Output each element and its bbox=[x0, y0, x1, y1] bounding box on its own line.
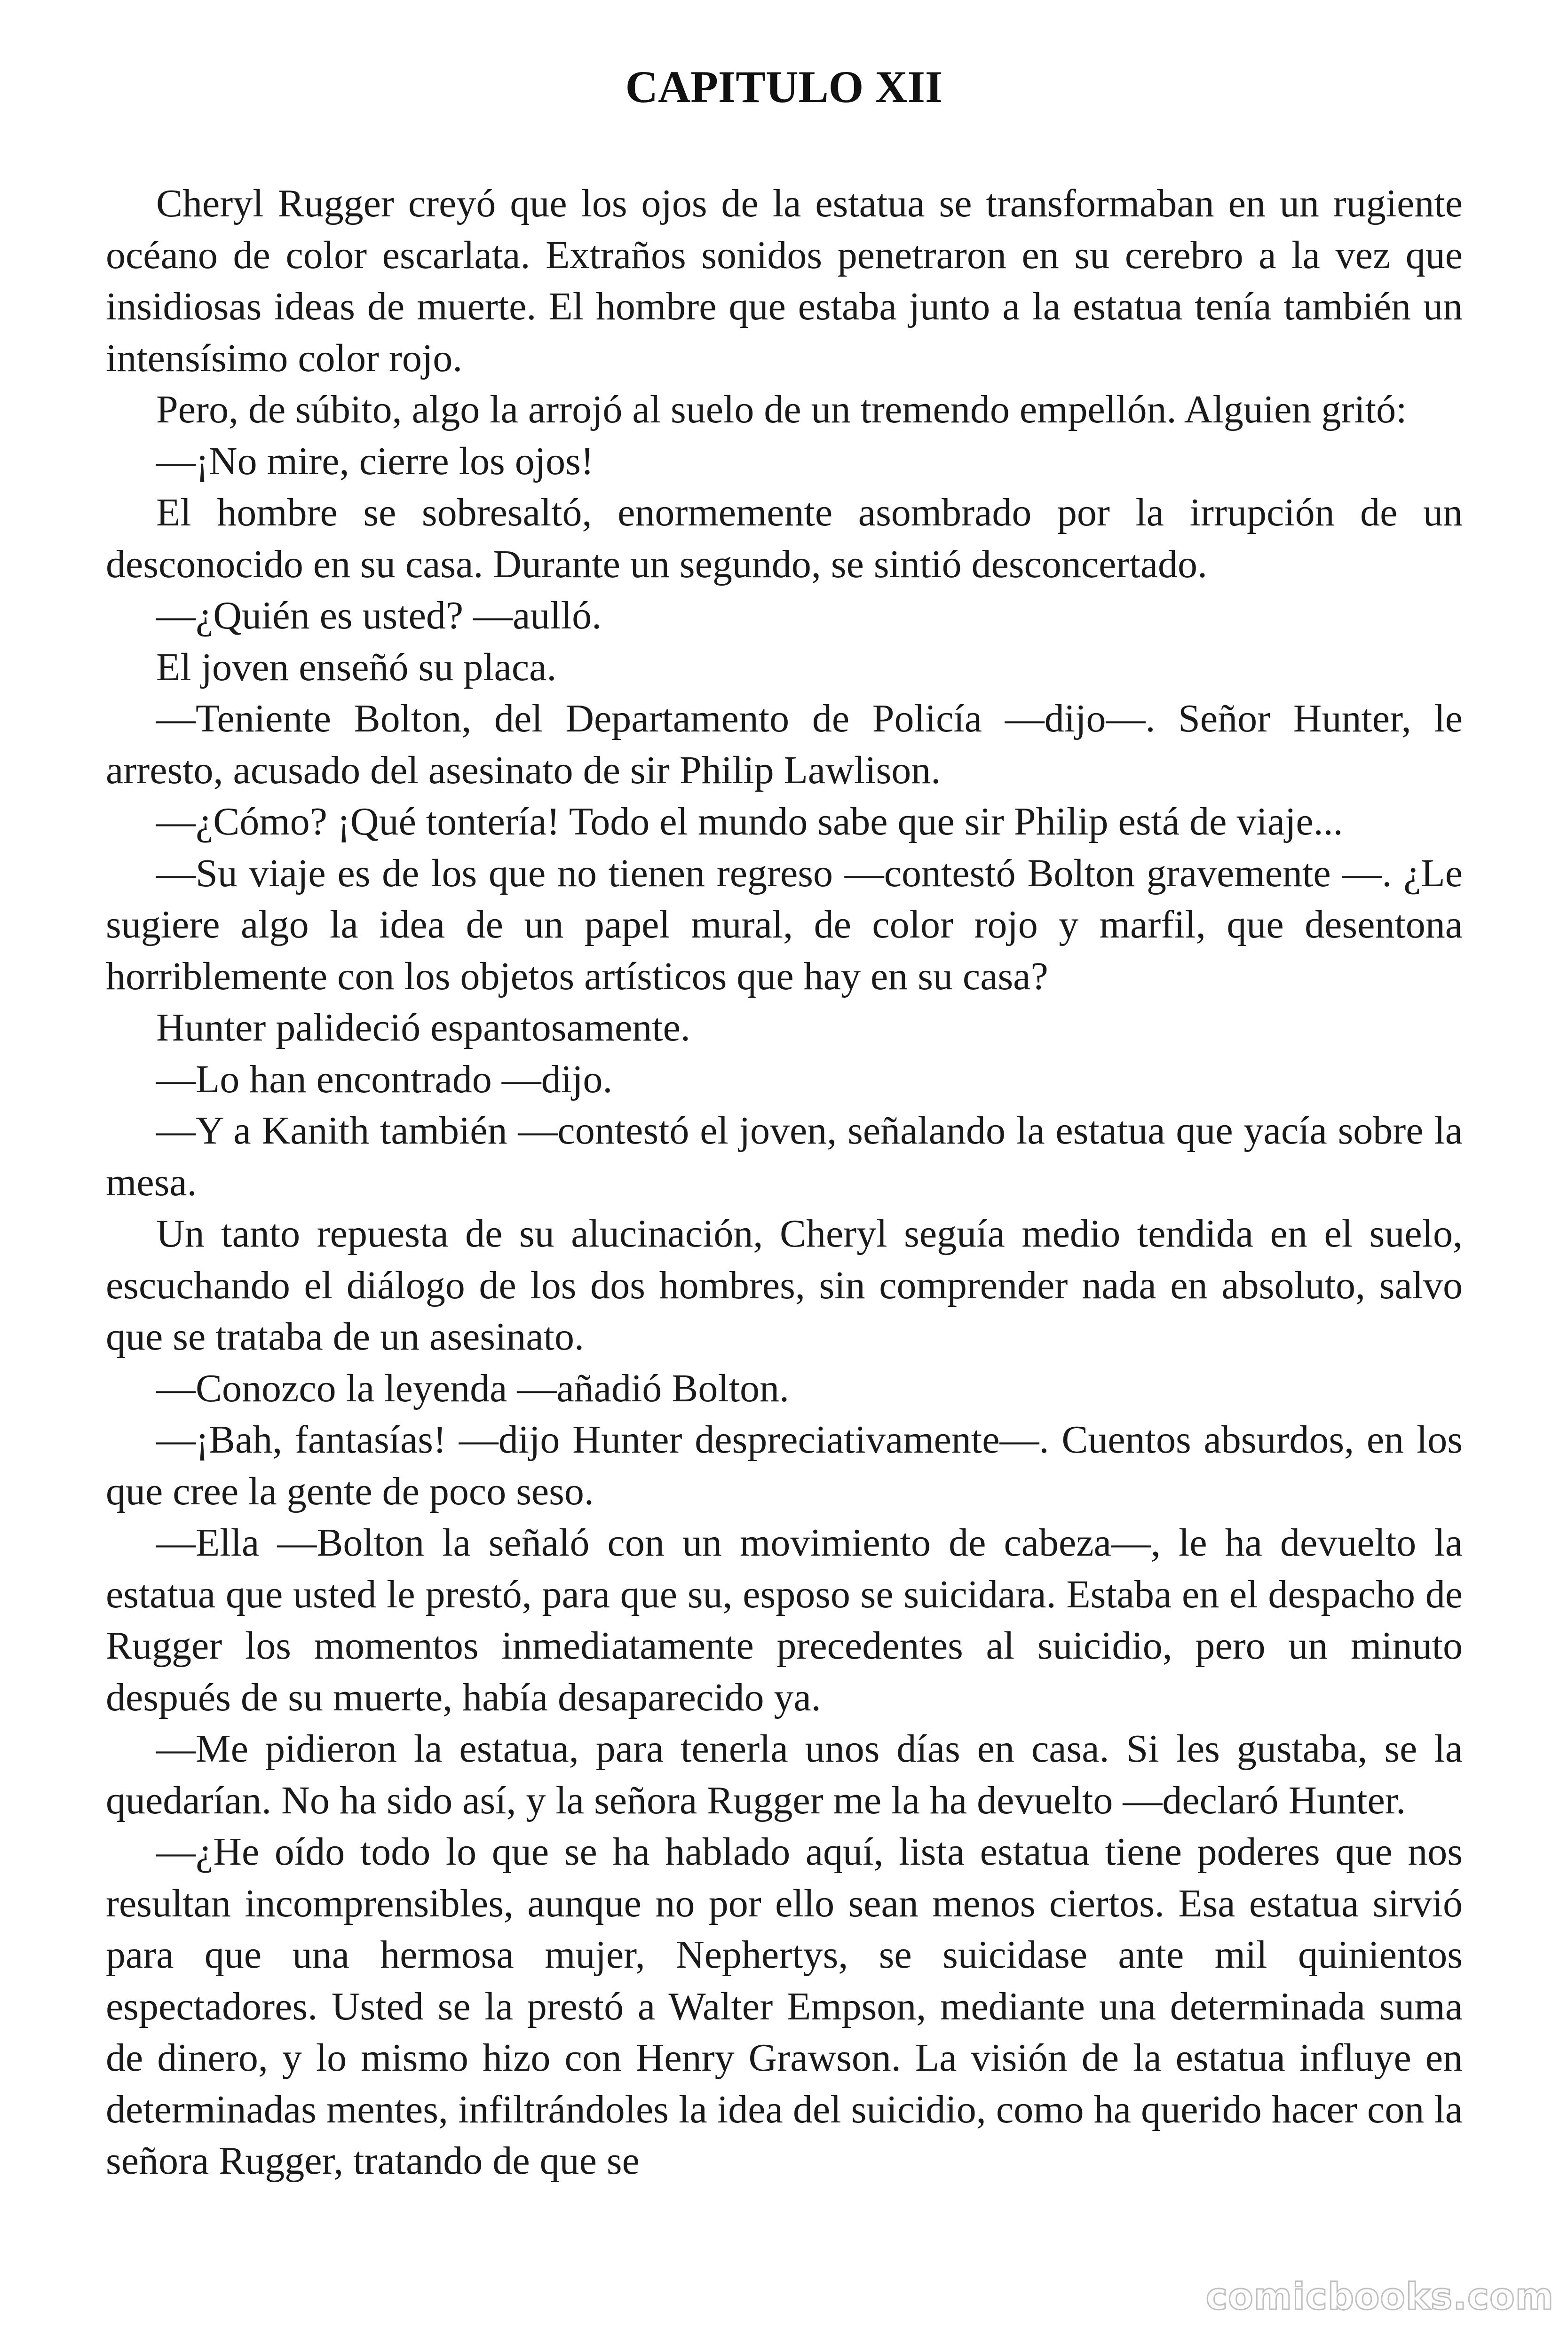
chapter-title: CAPITULO XII bbox=[625, 62, 943, 112]
watermark-logo: comicbooks.com bbox=[1205, 2276, 1554, 2318]
paragraph: —Conozco la leyenda —añadió Bolton. bbox=[156, 1366, 790, 1410]
paragraph: —¡No mire, cierre los ojos! bbox=[156, 439, 594, 483]
paragraph: —Teniente Bolton, del Departamento de Policía —dijo—. Señor Hunter, le arresto, acusado del asesinato de sir Philip Lawlison. bbox=[106, 697, 1463, 792]
paragraph: El hombre se sobresaltó, enormemente asombrado por la irrupción de un desconocido en su casa. Durante un segundo, se sintió desconcertado. bbox=[106, 491, 1463, 586]
paragraph: —Lo han encontrado —dijo. bbox=[156, 1057, 613, 1101]
paragraph: Hunter palideció espantosamente. bbox=[156, 1006, 690, 1049]
paragraph: —¿Cómo? ¡Qué tontería! Todo el mundo sabe que sir Philip está de viaje... bbox=[156, 800, 1343, 843]
paragraph: Pero, de súbito, algo la arrojó al suelo de un tremendo empellón. Alguien gritó: bbox=[156, 388, 1407, 431]
paragraph: —Su viaje es de los que no tienen regreso —contestó Bolton gravemente —. ¿Le sugiere algo la idea de un papel mural, de color rojo y marfil, que desentona horriblemente con los objetos artísticos que hay en su casa? bbox=[106, 851, 1463, 998]
paragraph: —Y a Kanith también —contestó el joven, señalando la estatua que yacía sobre la mesa. bbox=[106, 1109, 1463, 1204]
chapter-body bbox=[106, 178, 1463, 2187]
paragraph: —¿Quién es usted? —aulló. bbox=[156, 594, 602, 637]
paragraph: —¿He oído todo lo que se ha hablado aquí, lista estatua tiene poderes que nos resultan incomprensibles, aunque no por ello sean menos ciertos. Esa estatua sirvió para que una hermosa mujer, Nephertys, se suicidase ante mil quinientos espectadores. Usted se la prestó a Walter Empson, mediante una determinada suma de dinero, y lo mismo hizo con Henry Grawson. La visión de la estatua influye en determinadas mentes, infiltrándoles la idea del suicidio, como ha querido hacer con la señora Rugger, tratando de que se bbox=[106, 1830, 1463, 2183]
paragraph: —¡Bah, fantasías! —dijo Hunter despreciativamente—. Cuentos absurdos, en los que cree la gente de poco seso. bbox=[106, 1418, 1463, 1513]
paragraph: —Ella —Bolton la señaló con un movimiento de cabeza—, le ha devuelto la estatua que usted le prestó, para que su, esposo se suicidara. Estaba en el despacho de Rugger los momentos inmediatamente precedentes al suicidio, pero un minuto después de su muerte, había desaparecido ya. bbox=[106, 1521, 1463, 1719]
paragraph: Un tanto repuesta de su alucinación, Cheryl seguía medio tendida en el suelo, escuchando el diálogo de los dos hombres, sin comprender nada en absoluto, salvo que se trataba de un asesinato. bbox=[106, 1212, 1463, 1359]
paragraph: El joven enseñó su placa. bbox=[156, 645, 557, 689]
paragraph: Cheryl Rugger creyó que los ojos de la estatua se transformaban en un rugiente océano de color escarlata. Extraños sonidos penetraron en su cerebro a la vez que insidiosas ideas de muerte. El hombre que estaba junto a la estatua tenía también un intensísimo color rojo. bbox=[106, 182, 1463, 380]
paragraph: —Me pidieron la estatua, para tenerla unos días en casa. Si les gustaba, se la quedarían. No ha sido así, y la señora Rugger me la ha devuelto —declaró Hunter. bbox=[106, 1727, 1463, 1822]
